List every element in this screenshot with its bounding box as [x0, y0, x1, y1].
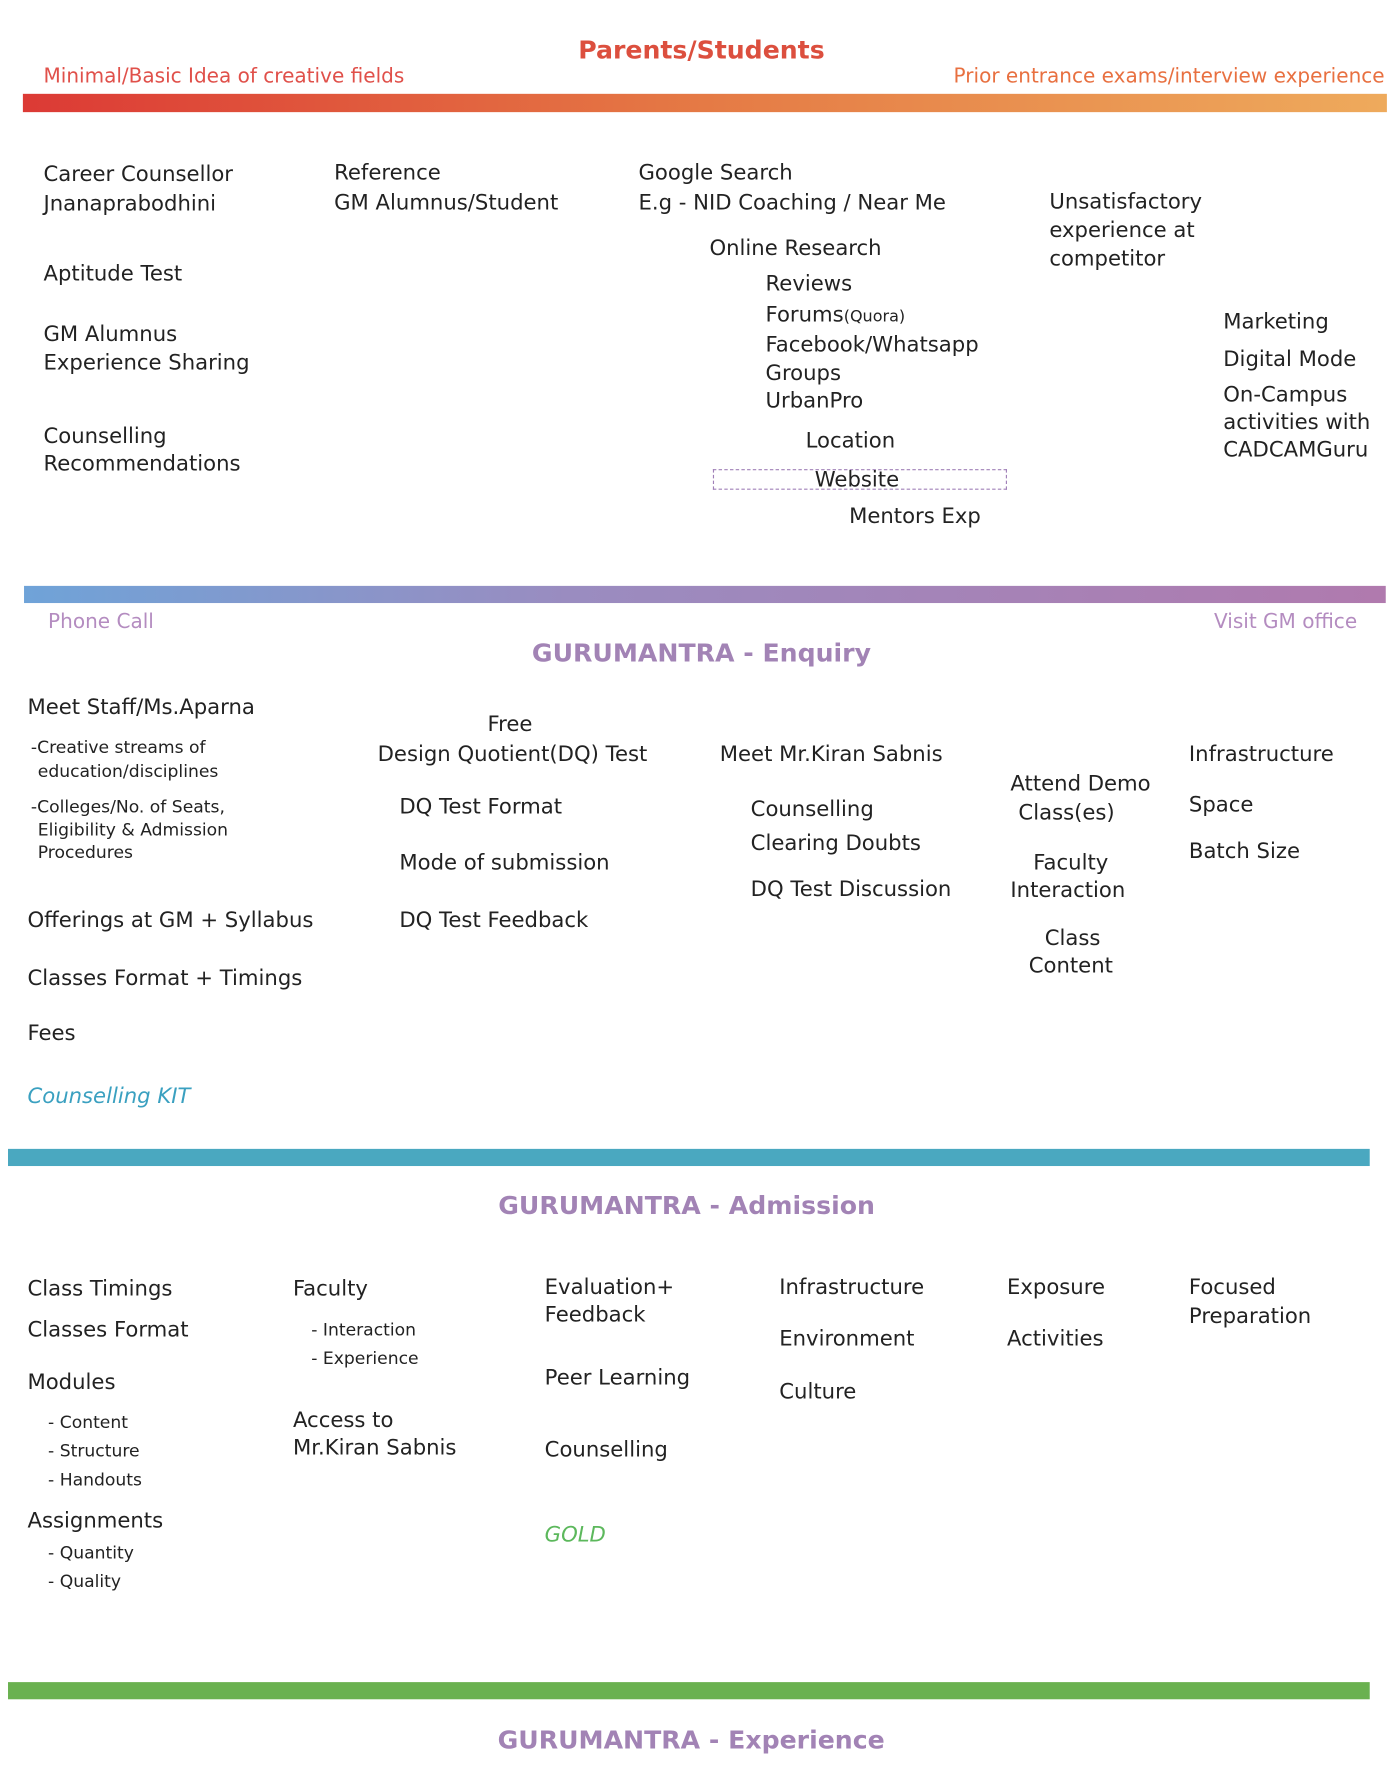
node: Meet Staff/Ms.Aparna: [27, 695, 255, 720]
node: DQ Test Format: [399, 795, 563, 820]
node: Class: [1044, 926, 1101, 951]
gold-label: GOLD: [544, 1523, 606, 1548]
counselling-kit-label: Counselling KIT: [27, 1084, 191, 1109]
node: CADCAMGuru: [1223, 438, 1369, 463]
node: - Handouts: [48, 1469, 142, 1490]
node: Unsatisfactory: [1049, 189, 1202, 214]
node: Content: [1028, 954, 1113, 979]
node: UrbanPro: [765, 389, 864, 414]
enquiry-gradient-bar: [24, 586, 1386, 603]
node: -Creative streams of: [30, 736, 206, 758]
node: Counselling: [43, 424, 167, 449]
node: DQ Test Discussion: [750, 877, 952, 902]
node: Exposure: [1006, 1275, 1106, 1300]
node: Counselling: [750, 797, 874, 822]
node: Faculty: [1033, 851, 1109, 876]
node: education/disciplines: [37, 760, 219, 782]
node: Online Research: [709, 236, 882, 261]
node: Design Quotient(DQ) Test: [377, 742, 648, 767]
node: Access to: [292, 1408, 394, 1433]
node: E.g - NID Coaching / Near Me: [638, 191, 946, 216]
node: DQ Test Feedback: [399, 908, 589, 933]
node: Procedures: [37, 842, 133, 863]
node: Eligibility & Admission: [37, 819, 229, 840]
node: Location: [805, 429, 896, 454]
experience-bar: [8, 1682, 1370, 1699]
node: Website: [814, 468, 900, 493]
node: - Structure: [48, 1440, 140, 1462]
node: Jnanaprabodhini: [43, 192, 217, 217]
parents-right-note: Prior entrance exams/interview experience: [953, 65, 1385, 89]
node: - Content: [48, 1412, 128, 1433]
node: Culture: [779, 1380, 857, 1405]
node: Mode of submission: [399, 851, 610, 876]
node: -Colleges/No. of Seats,: [30, 796, 225, 818]
node: GM Alumnus/Student: [334, 191, 559, 216]
node: Classes Format: [27, 1318, 189, 1343]
node: competitor: [1049, 247, 1166, 272]
node: Recommendations: [43, 451, 241, 477]
node: activities with: [1223, 410, 1371, 435]
node: Aptitude Test: [43, 262, 183, 287]
enquiry-left-note: Phone Call: [48, 611, 154, 634]
node: [766, 303, 906, 329]
node: Interaction: [1010, 878, 1126, 903]
node: Clearing Doubts: [750, 831, 921, 856]
enquiry-right-note: Visit GM office: [1213, 611, 1358, 634]
node: Reference: [334, 161, 441, 186]
node: Peer Learning: [544, 1366, 691, 1391]
node-note: (Quora): [843, 307, 906, 327]
node: Evaluation+: [544, 1275, 675, 1300]
node: Fees: [27, 1021, 76, 1046]
node: Mr.Kiran Sabnis: [292, 1436, 457, 1461]
node: - Quality: [48, 1571, 122, 1592]
node: Modules: [27, 1370, 116, 1395]
admission-bar: [8, 1149, 1370, 1166]
node: Activities: [1006, 1327, 1104, 1352]
node: Meet Mr.Kiran Sabnis: [719, 742, 943, 767]
node: Assignments: [27, 1509, 164, 1534]
node: Infrastructure: [779, 1275, 925, 1300]
node: experience at: [1049, 218, 1195, 243]
node: Feedback: [544, 1303, 646, 1328]
node: Environment: [779, 1327, 915, 1352]
node: Preparation: [1188, 1304, 1312, 1329]
node: Offerings at GM + Syllabus: [27, 908, 314, 933]
node: - Quantity: [48, 1542, 134, 1564]
node: Career Counsellor: [43, 162, 234, 187]
enquiry-title: GURUMANTRA - Enquiry: [531, 639, 871, 669]
node: - Interaction: [311, 1319, 417, 1340]
node: Experience Sharing: [43, 351, 250, 376]
parents-gradient-bar: [23, 94, 1387, 112]
node: Reviews: [765, 272, 853, 297]
admission-title: GURUMANTRA - Admission: [498, 1192, 875, 1221]
node: Batch Size: [1188, 839, 1300, 864]
node: Faculty: [292, 1277, 368, 1302]
node: - Experience: [311, 1347, 419, 1369]
node: Classes Format + Timings: [27, 966, 303, 991]
node: Mentors Exp: [849, 504, 981, 529]
node: Attend Demo: [1010, 772, 1151, 797]
node-text: Forums: [765, 303, 844, 328]
node: Class(es): [1018, 801, 1115, 826]
parents-left-note: Minimal/Basic Idea of creative fields: [43, 65, 405, 89]
node: Focused: [1188, 1275, 1276, 1300]
node: Infrastructure: [1188, 742, 1334, 767]
node: Groups: [765, 361, 842, 386]
node: Space: [1188, 792, 1254, 818]
node: Google Search: [638, 161, 793, 186]
node: Class Timings: [27, 1277, 173, 1302]
parents-title: Parents/Students: [578, 36, 825, 66]
node: Digital Mode: [1223, 347, 1357, 372]
node: Marketing: [1223, 310, 1329, 335]
experience-title: GURUMANTRA - Experience: [497, 1726, 885, 1756]
node: GM Alumnus: [43, 322, 178, 347]
node: Facebook/Whatsapp: [765, 332, 979, 358]
node: On-Campus: [1223, 383, 1348, 408]
node: Counselling: [544, 1438, 668, 1463]
node: Free: [487, 712, 533, 737]
